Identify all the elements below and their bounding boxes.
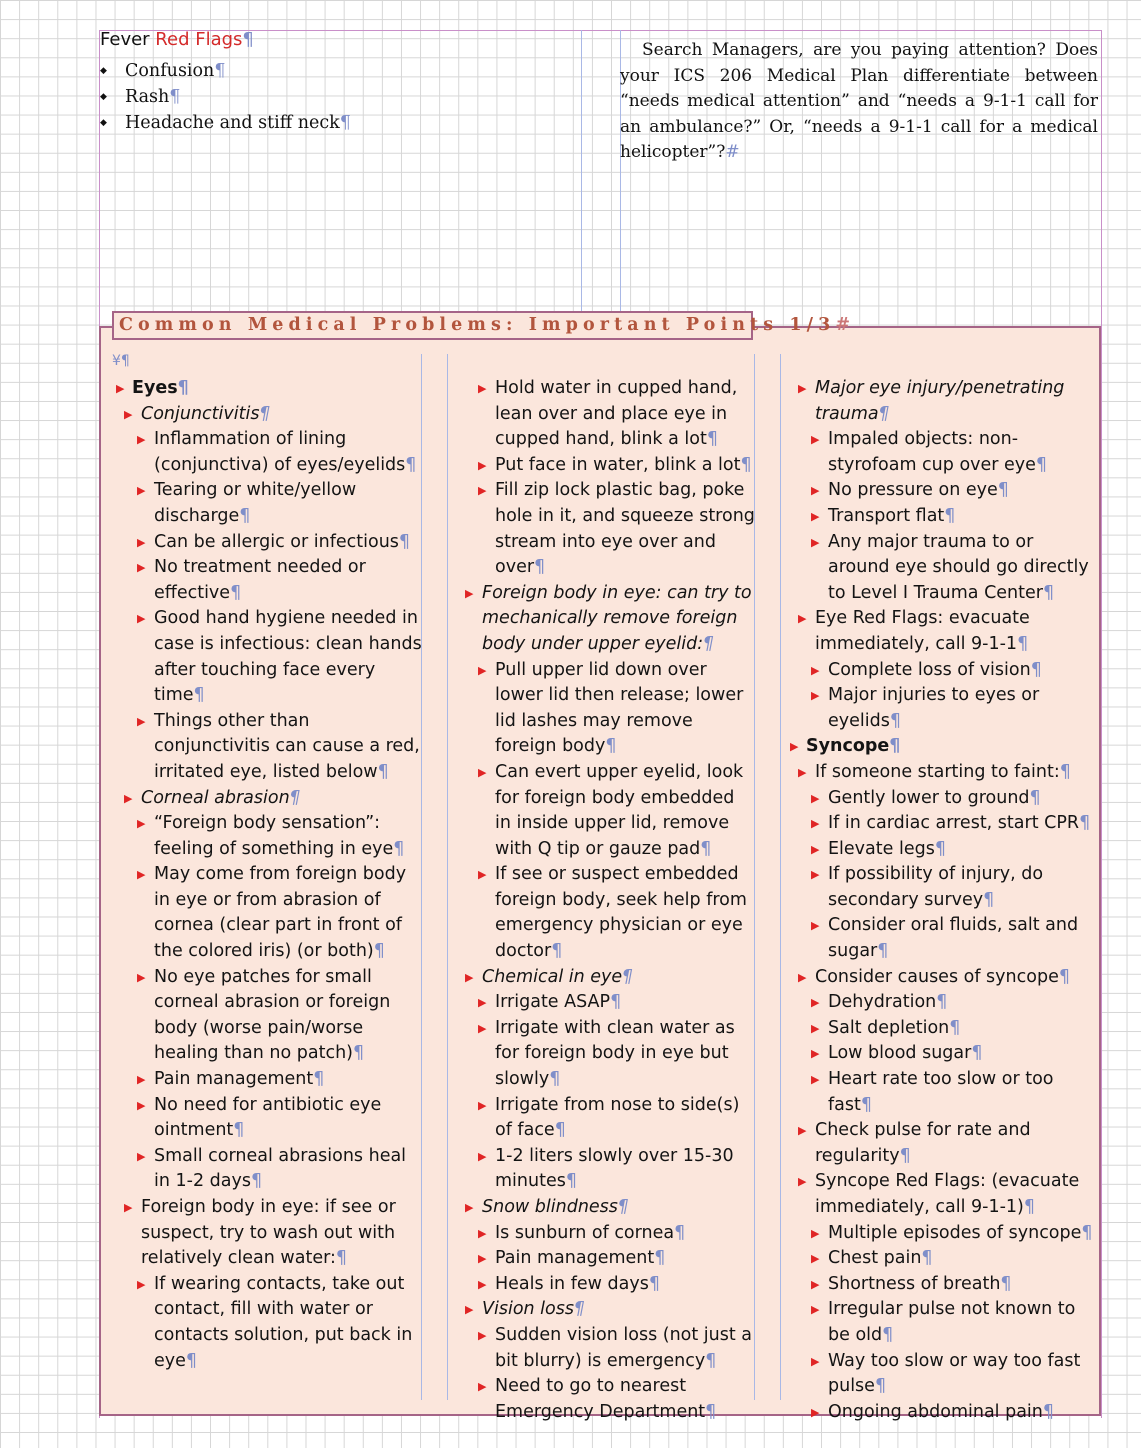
bullet-item: ▶ Can be allergic or infectious¶: [114, 530, 424, 556]
bullet-item: ▶ Irrigate from nose to side(s) of face¶: [455, 1093, 755, 1144]
bullet-item: ▶ Is sunburn of cornea¶: [455, 1221, 755, 1247]
text-column-3: [788, 376, 1093, 1425]
bullet-item: ▶ Hold water in cupped hand, lean over and place eye in cupped hand, blink a lot¶: [455, 376, 755, 453]
bullet-item: ▶ “Foreign body sensation”: feeling of something in eye¶: [114, 811, 424, 862]
column-rule: [780, 354, 781, 1400]
bullet-item: ▶ Pain management¶: [114, 1067, 424, 1093]
bullet-item: ▶ Chest pain¶: [788, 1246, 1093, 1272]
fever-red-flags-block: [100, 28, 520, 136]
bullet-item: ▶ Conjunctivitis¶: [114, 402, 424, 428]
bullet-item: ▶ If someone starting to faint:¶: [788, 760, 1093, 786]
fever-list: [100, 58, 520, 136]
section-title: Common Medical Problems: Important Points 1/3#: [112, 311, 753, 340]
bullet-item: ▶ Syncope¶: [788, 734, 1093, 760]
bullet-item: ▶ Eyes¶: [114, 376, 424, 402]
bullet-item: ▶ Vision loss¶: [455, 1297, 755, 1323]
bullet-item: ▶ Eye Red Flags: evacuate immediately, call 9-1-1¶: [788, 606, 1093, 657]
bullet-item: ▶ Sudden vision loss (not just a bit blurry) is emergency¶: [455, 1323, 755, 1374]
bullet-item: ▶ Pull upper lid down over lower lid then release; lower lid lashes may remove foreign body¶: [455, 658, 755, 760]
bullet-item: ▶ Pain management¶: [455, 1246, 755, 1272]
bullet-item: ▶ May come from foreign body in eye or from abrasion of cornea (clear part in front of the colored iris) (or both)¶: [114, 862, 424, 964]
margin-guide-right: [1101, 30, 1102, 1418]
bullet-item: ▶ Inflammation of lining (conjunctiva) of eyes/eyelids¶: [114, 427, 424, 478]
text-column-1: [114, 376, 424, 1374]
bullet-item: ▶ If possibility of injury, do secondary survey¶: [788, 862, 1093, 913]
bullet-item: ▶ No pressure on eye¶: [788, 478, 1093, 504]
fever-title: Fever Red Flags¶: [100, 29, 254, 50]
list-item: ◆ Rash¶: [100, 84, 520, 110]
bullet-item: ▶ Need to go to nearest Emergency Department¶: [455, 1374, 755, 1425]
bullet-item: ▶ Ongoing abdominal pain¶: [788, 1400, 1093, 1426]
bullet-item: ▶ Transport flat¶: [788, 504, 1093, 530]
list-item: ◆ Headache and stiff neck¶: [100, 110, 520, 136]
bullet-item: ▶ Small corneal abrasions heal in 1-2 days¶: [114, 1144, 424, 1195]
anchor-mark: ¥¶: [112, 353, 130, 369]
text-column-2: [455, 376, 755, 1425]
bullet-item: ▶ If in cardiac arrest, start CPR¶: [788, 811, 1093, 837]
bullet-item: ▶ Foreign body in eye: if see or suspect, try to wash out with relatively clean water:¶: [114, 1195, 424, 1272]
bullet-item: ▶ Put face in water, blink a lot¶: [455, 453, 755, 479]
bullet-item: ▶ Salt depletion¶: [788, 1016, 1093, 1042]
bullet-item: ▶ Irrigate with clean water as for foreign body in eye but slowly¶: [455, 1016, 755, 1093]
bullet-item: ▶ Major eye injury/penetrating trauma¶: [788, 376, 1093, 427]
column-rule: [447, 354, 448, 1400]
bullet-item: ▶ 1-2 liters slowly over 15-30 minutes¶: [455, 1144, 755, 1195]
bullet-item: ▶ Multiple episodes of syncope¶: [788, 1221, 1093, 1247]
bullet-item: ▶ Shortness of breath¶: [788, 1272, 1093, 1298]
list-item: ◆ Confusion¶: [100, 58, 520, 84]
column-guide: [581, 30, 582, 330]
bullet-item: ▶ Heals in few days¶: [455, 1272, 755, 1298]
bullet-item: ▶ Irrigate ASAP¶: [455, 990, 755, 1016]
fever-title-red-flags: Red Flags: [155, 29, 243, 50]
bullet-item: ▶ Major injuries to eyes or eyelids¶: [788, 683, 1093, 734]
bullet-item: ▶ Corneal abrasion¶: [114, 786, 424, 812]
bullet-item: ▶ No treatment needed or effective¶: [114, 555, 424, 606]
bullet-item: ▶ Foreign body in eye: can try to mechanically remove foreign body under upper eyelid:¶: [455, 581, 755, 658]
fever-title-prefix: Fever: [100, 29, 156, 50]
bullet-item: ▶ Dehydration¶: [788, 990, 1093, 1016]
bullet-item: ▶ Snow blindness¶: [455, 1195, 755, 1221]
bullet-item: ▶ Complete loss of vision¶: [788, 658, 1093, 684]
bullet-item: ▶ Check pulse for rate and regularity¶: [788, 1118, 1093, 1169]
bullet-item: ▶ Heart rate too slow or too fast¶: [788, 1067, 1093, 1118]
search-note-text: Search Managers, are you paying attention? Does your ICS 206 Medical Plan differentiate between “needs medical attention” and “needs a 9-1-1 call for an ambulance?” Or, “needs a 9-1-1 call for a medical helicopter”?: [620, 40, 1098, 162]
bullet-item: ▶ Any major trauma to or around eye should go directly to Level I Trauma Center¶: [788, 530, 1093, 607]
bullet-item: ▶ No need for antibiotic eye ointment¶: [114, 1093, 424, 1144]
bullet-item: ▶ Syncope Red Flags: (evacuate immediately, call 9-1-1)¶: [788, 1169, 1093, 1220]
search-managers-note: Search Managers, are you paying attention? Does your ICS 206 Medical Plan differentiate between “needs medical attention” and “needs a 9-1-1 call for an ambulance?” Or, “needs a 9-1-1 call for a medical helicopter”?#: [620, 40, 1098, 162]
bullet-item: ▶ If see or suspect embedded foreign body, seek help from emergency physician or eye doctor¶: [455, 862, 755, 964]
bullet-item: ▶ Consider oral fluids, salt and sugar¶: [788, 913, 1093, 964]
bullet-item: ▶ Tearing or white/yellow discharge¶: [114, 478, 424, 529]
bullet-item: ▶ Can evert upper eyelid, look for foreign body embedded in inside upper lid, remove with Q tip or gauze pad¶: [455, 760, 755, 862]
bullet-item: ▶ Impaled objects: non-styrofoam cup over eye¶: [788, 427, 1093, 478]
bullet-item: ▶ Gently lower to ground¶: [788, 786, 1093, 812]
bullet-item: ▶ Irregular pulse not known to be old¶: [788, 1297, 1093, 1348]
bullet-item: ▶ No eye patches for small corneal abrasion or foreign body (worse pain/worse healing than no patch)¶: [114, 965, 424, 1067]
bullet-item: ▶ Things other than conjunctivitis can cause a red, irritated eye, listed below¶: [114, 709, 424, 786]
bullet-item: ▶ Fill zip lock plastic bag, poke hole in it, and squeeze strong stream into eye over and over¶: [455, 478, 755, 580]
bullet-item: ▶ If wearing contacts, take out contact, fill with water or contacts solution, put back in eye¶: [114, 1272, 424, 1374]
bullet-item: ▶ Elevate legs¶: [788, 837, 1093, 863]
bullet-item: ▶ Good hand hygiene needed in case is infectious: clean hands after touching face every time¶: [114, 606, 424, 708]
bullet-item: ▶ Low blood sugar¶: [788, 1041, 1093, 1067]
bullet-item: ▶ Consider causes of syncope¶: [788, 965, 1093, 991]
bullet-item: ▶ Way too slow or way too fast pulse¶: [788, 1349, 1093, 1400]
bullet-item: ▶ Chemical in eye¶: [455, 965, 755, 991]
